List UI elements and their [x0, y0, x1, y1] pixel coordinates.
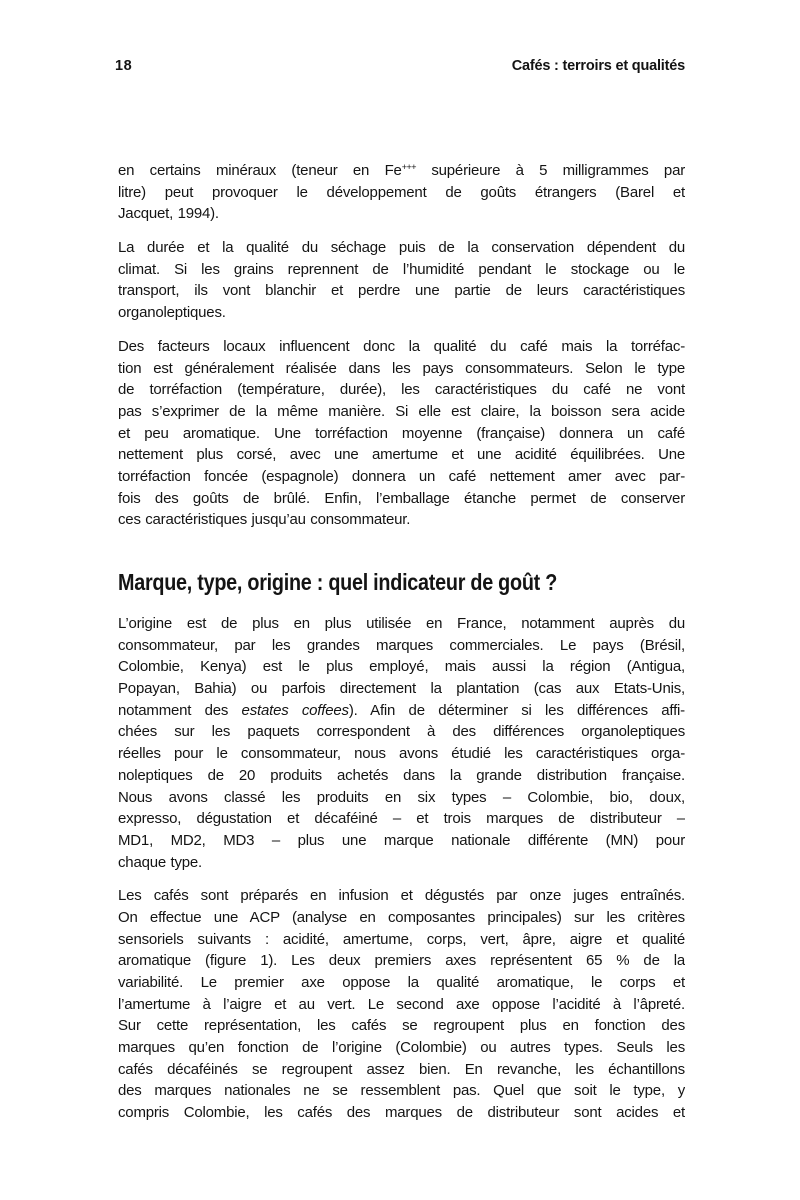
- text-line: MD1, MD2, MD3 – plus une marque nationale différente (MN) pour: [118, 831, 685, 849]
- text-line: La durée et la qualité du séchage puis de la conservation dépendent du: [118, 239, 685, 257]
- page-header: [115, 57, 685, 75]
- text-line: nettement plus corsé, avec une amertume et une acidité équilibrées. Une: [118, 446, 685, 464]
- text-line: noleptiques de 20 produits achetés dans la grande distribution française.: [118, 766, 685, 784]
- running-title: Cafés : terroirs et qualités: [511, 58, 685, 74]
- text-line: variabilité. Le premier axe oppose la qualité aromatique, le corps et: [118, 974, 685, 991]
- text-line: fois des goûts de brûlé. Enfin, l’emballage étanche permet de conserver: [118, 489, 685, 507]
- text-line: pas s’exprimer de la même manière. Si elle est claire, la boisson sera acide: [118, 402, 685, 420]
- text-line: cafés décaféinés se regroupent assez bien. En revanche, les échantillons: [118, 1060, 685, 1078]
- text-line: réelles pour le consommateur, nous avons étudié les caractéristiques orga-: [118, 745, 685, 763]
- text-line: torréfaction foncée (espagnole) donnera un café nettement amer avec par-: [118, 467, 685, 485]
- text-line: sensoriels suivants : acidité, amertume, corps, vert, âpre, aigre et qualité: [118, 930, 685, 948]
- text-line: l’amertume à l’aigre et au vert. Le second axe oppose l’acidité à l’âpreté.: [118, 995, 685, 1013]
- text-line: Nous avons classé les produits en six types – Colombie, bio, doux,: [118, 788, 685, 806]
- text-line: ces caractéristiques jusqu’au consommateur.: [118, 511, 411, 529]
- text-line: Jacquet, 1994).: [118, 205, 219, 223]
- text-line: marques qu’en fonction de l’origine (Colombie) ou autres types. Seuls les: [118, 1039, 685, 1057]
- text-line: chaque type.: [118, 853, 202, 871]
- section-heading: Marque, type, origine : quel indicateur de goût ?: [118, 569, 558, 595]
- text-line: chées sur les paquets correspondent à des différences organoleptiques: [118, 723, 685, 741]
- page-content: [118, 160, 685, 1136]
- text-line: en certains minéraux (teneur en Fe+++ supérieure à 5 milligrammes par: [118, 162, 685, 179]
- text-line: Sur cette représentation, les cafés se regroupent plus en fonction des: [118, 1017, 685, 1035]
- paragraph: [118, 613, 685, 873]
- text-line: Colombie, Kenya) est le plus employé, mais aussi la région (Antigua,: [118, 658, 685, 676]
- page-number: 18: [115, 58, 133, 74]
- paragraph: [118, 237, 685, 324]
- text-line: L’origine est de plus en plus utilisée en France, notamment auprès du: [118, 615, 685, 632]
- text-line: compris Colombie, les cafés des marques de distributeur sont acides et: [118, 1104, 685, 1122]
- text-line: litre) peut provoquer le développement de goûts étrangers (Barel et: [118, 183, 685, 201]
- text-line: consommateur, par les grandes marques commerciales. Le pays (Brésil,: [118, 636, 685, 654]
- text-line: de torréfaction (température, durée), les caractéristiques du café ne vont: [118, 381, 685, 399]
- text-line: Les cafés sont préparés en infusion et dégustés par onze juges entraînés.: [118, 887, 685, 905]
- text-line: Popayan, Bahia) ou parfois directement la plantation (cas aux Etats-Unis,: [118, 680, 685, 698]
- paragraph: [118, 885, 685, 1124]
- paragraph: [118, 160, 685, 225]
- text-line: organoleptiques.: [118, 304, 226, 322]
- text-line: climat. Si les grains reprennent de l’humidité pendant le stockage ou le: [118, 260, 685, 278]
- paragraph: [118, 336, 685, 531]
- text-line: transport, ils vont blanchir et perdre une partie de leurs caractéristiques: [118, 282, 685, 300]
- text-line: et peu aromatique. Une torréfaction moyenne (française) donnera un café: [118, 424, 685, 442]
- text-line: tion est généralement réalisée dans les pays consommateurs. Selon le type: [118, 359, 685, 377]
- text-line: On effectue une ACP (analyse en composantes principales) sur les critères: [118, 908, 685, 926]
- text-line: des marques nationales ne se ressemblent pas. Quel que soit le type, y: [118, 1082, 685, 1100]
- text-line: aromatique (figure 1). Les deux premiers axes représentent 65 % de la: [118, 952, 685, 970]
- text-line: Des facteurs locaux influencent donc la qualité du café mais la torréfac-: [118, 337, 685, 355]
- text-line: expresso, dégustation et décaféiné – et trois marques de distributeur –: [118, 810, 685, 828]
- text-line: notamment des estates coffees). Afin de déterminer si les différences affi-: [118, 701, 685, 719]
